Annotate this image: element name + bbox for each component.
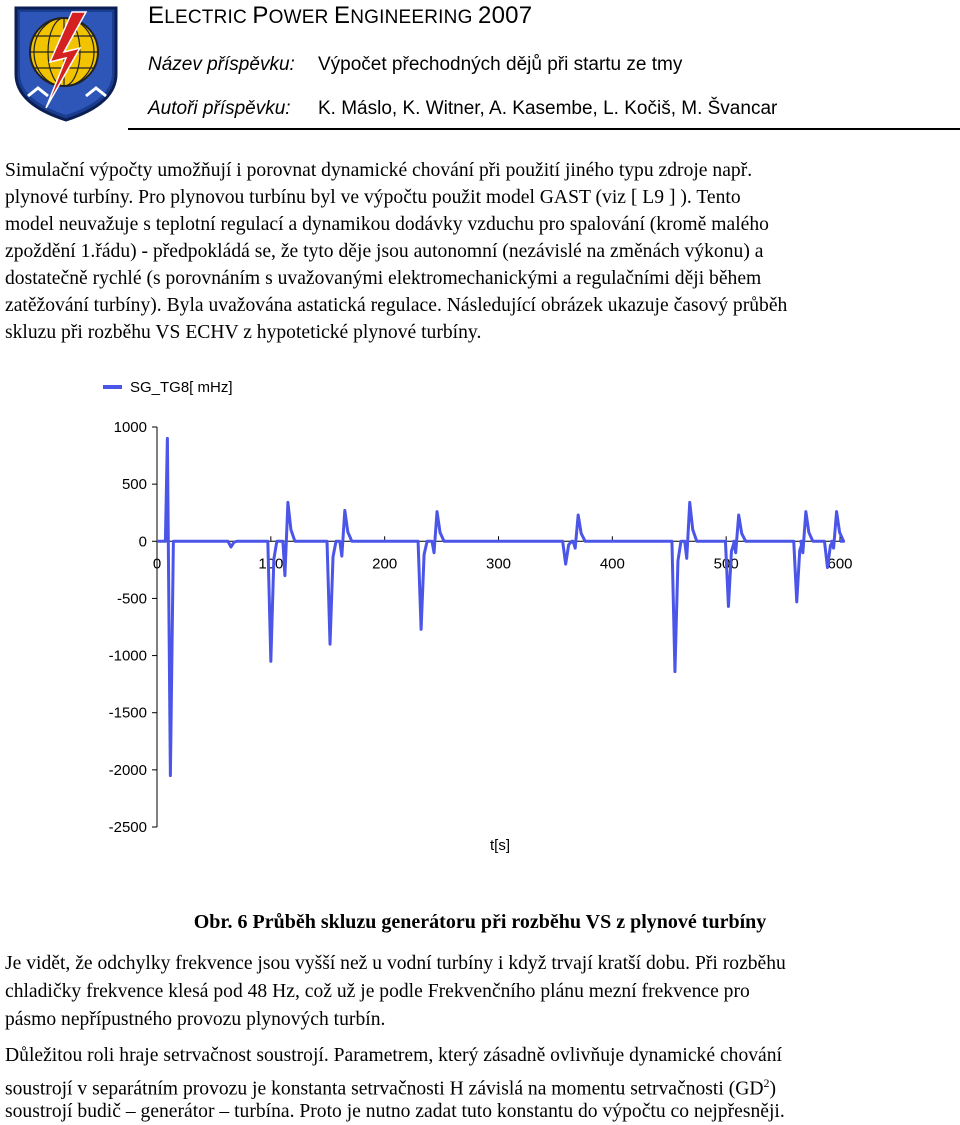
intro-line: zpoždění 1.řádu) - předpokládá se, že tyto děje jsou autonomní (nezávislé na změnách výkonu) a <box>5 241 764 262</box>
x-tick-label: 0 <box>152 555 162 573</box>
figure-number: Obr. 6 <box>193 911 248 933</box>
intro-line: zatěžování turbíny). Byla uvažována astatická regulace. Následující obrázek ukazuje časový průběh <box>5 295 788 316</box>
intro-line: skluzu při rozběhu VS ECHV z hypotetické plynové turbíny. <box>5 322 482 343</box>
y-tick-label: 0 <box>138 533 147 551</box>
intro-line: plynové turbíny. Pro plynovou turbínu byl ve výpočtu použit model GAST (viz [ L9 ] ). Tento <box>5 187 741 208</box>
x-axis-label: t[s] <box>489 837 511 854</box>
paper-title: Výpočet přechodných dějů při startu ze tmy <box>318 54 683 75</box>
slip-chart <box>0 370 960 910</box>
inertia-line: Důležitou roli hraje setrvačnost soustrojí. Parametrem, který zásadně ovlivňuje dynamické chování <box>5 1045 782 1066</box>
conference-title <box>148 2 532 30</box>
figure-caption <box>0 911 960 934</box>
inertia-line-text: soustrojí v separátním provozu je konstanta setrvačnosti H závislá na momentu setrvačnosti (GD <box>5 1078 764 1100</box>
series-line-sg-tg8 <box>157 438 844 775</box>
conference-title-part: 2007 <box>478 2 533 29</box>
x-tick-label: 400 <box>599 555 625 573</box>
x-tick-label: 300 <box>485 555 512 573</box>
x-tick-label: 600 <box>827 555 853 573</box>
legend-label: SG_TG8[ mHz] <box>130 379 233 396</box>
paper-title-label: Název příspěvku: <box>148 54 295 75</box>
results-line: Je vidět, že odchylky frekvence jsou vyšší než u vodní turbíny i když trvají kratší dobu. Při rozběhu <box>5 953 786 974</box>
x-tick-label: 100 <box>258 555 284 573</box>
conference-title-part: E <box>334 2 351 29</box>
intro-line: model neuvažuje s teplotní regulací a dynamikou dodávky vzduchu pro spalování (kromě malého <box>5 214 769 235</box>
x-tick-label: 500 <box>713 555 739 573</box>
y-tick-label: -1500 <box>108 704 147 722</box>
results-line: chladičky frekvence klesá pod 48 Hz, což už je podle Frekvenčního plánu mezní frekvence pro <box>5 981 750 1002</box>
conference-title-part: OWER <box>268 7 334 28</box>
conference-title-part: NGINEERING <box>350 7 479 28</box>
gd-close: ) <box>769 1078 777 1100</box>
y-tick-label: 500 <box>121 476 147 494</box>
authors-label: Autoři příspěvku: <box>148 98 291 119</box>
results-line: pásmo nepřípustného provozu plynových turbín. <box>5 1009 386 1030</box>
y-tick-label: -1000 <box>108 647 147 665</box>
y-tick-label: -500 <box>116 590 147 608</box>
conference-logo <box>6 4 126 122</box>
y-tick-label: 1000 <box>113 419 147 436</box>
conference-title-part: LECTRIC <box>164 7 253 28</box>
figure-caption-text: Průběh skluzu generátoru při rozběhu VS z plynové turbíny <box>252 911 767 933</box>
intro-line: Simulační výpočty umožňují i porovnat dynamické chování při použití jiného typu zdroje např. <box>5 160 753 181</box>
gd-superscript: 2 <box>763 1076 770 1090</box>
conference-title-part: E <box>148 2 165 29</box>
intro-line: dostatečně rychlé (s porovnáním s uvažovanými elektromechanickými a regulačními ději během <box>5 268 762 289</box>
y-tick-label: -2500 <box>108 819 147 836</box>
x-tick-label: 200 <box>372 555 398 573</box>
inertia-line: soustrojí budič – generátor – turbína. Proto je nutno zadat tuto konstantu do výpočtu co nejpřesněji. <box>5 1101 785 1122</box>
header-rule <box>128 128 960 130</box>
y-tick-label: -2000 <box>108 761 147 779</box>
conference-title-part: P <box>252 2 269 29</box>
authors: K. Máslo, K. Witner, A. Kasembe, L. Kočiš, M. Švancar <box>318 98 778 119</box>
